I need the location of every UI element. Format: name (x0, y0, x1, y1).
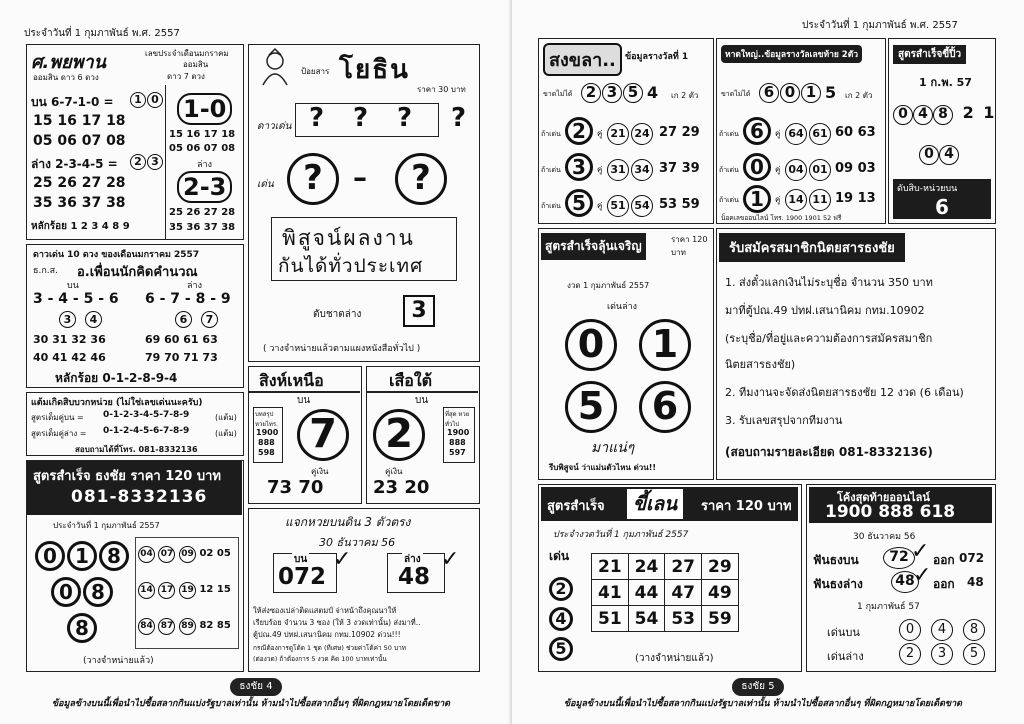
tem-kit-line2-suffix: (แต้ม) (215, 429, 237, 438)
tem-kit-box (26, 392, 244, 456)
hatyai-row-2-pair-label: คู่ (775, 165, 781, 174)
thongchai-pairs-row-1 (138, 546, 231, 563)
khilen-cell: 49 (702, 580, 739, 606)
sutr-pui-box (888, 38, 996, 224)
sutr-pui-val: 6 (935, 195, 949, 219)
jak-text-1: ให้ส่งซองเปล่าติดแสตมป์ จ่าหน้าถึงคุณนาให้ (253, 606, 397, 615)
sutr-pui-result (893, 179, 991, 219)
khilen-table (591, 553, 739, 632)
dao-den-box (26, 244, 244, 388)
khilen-cell: 21 (592, 554, 629, 580)
thongchai-pair-1-5: 05 (216, 548, 231, 559)
jak-title: แจกหวยบนดิน 3 ตัวตรง (285, 515, 411, 529)
tem-kit-title: แต้มเกิดสิบบวกหน่วย (ไม่ใช่เลขเด่นนะครับ) (31, 398, 203, 408)
hatyai-footer: น็อคเลขออนไลน์ โทร. 1900 1901 52 ฟรี (721, 214, 842, 222)
hatyai-row-2-pair-2: 01 (809, 159, 831, 181)
dao-den-circ-bon-1: 3 (59, 311, 76, 328)
lun-box (538, 228, 714, 480)
right-header-date: ประจำวันที่ 1 กุมภาพันธ์ พ.ศ. 2557 (802, 20, 958, 31)
songkhla-row-3-big: 5 (565, 189, 593, 217)
thongchai-phone: 081-8332136 (71, 487, 208, 507)
hatyai-row-3-label: ถ้าเด่น (719, 196, 739, 204)
suea-tai-side: ที่สุด หวยทั่วไป (445, 411, 470, 428)
thongchai-big-2: 1 (67, 541, 97, 571)
songkhla-digit-1: 2 (581, 83, 601, 103)
online-den-lang-1: 2 (899, 643, 921, 665)
suea-tai-side-val-2: 888 (449, 438, 466, 447)
yothin-brand-small: ป้อยสาร (301, 67, 330, 76)
dao-den-row1-right: 69 60 61 63 (145, 333, 218, 346)
yothin-mascot-icon (255, 47, 295, 87)
hatyai-extra: 5 (825, 83, 837, 102)
online-fan-lang-val: 48 (891, 571, 919, 593)
hatyai-row-3-big: 1 (743, 185, 771, 213)
thongchai-pairs-row-2 (138, 582, 231, 599)
thongchai-title: สูตรสำเร็จ ธงชัย ราคา 120 บาท (33, 469, 221, 484)
rub-line-2: 2. ทีมงานจะจัดส่งนิตยสารธงชัย 12 งวด (6 เดือน) (725, 386, 964, 399)
jak-text-3: ตู้ปณ.49 ปทฝ.เสนานิคม กทม.10902 ด่วน!!! (253, 630, 401, 639)
yothin-den: เด่น (257, 179, 274, 190)
thongchai-big-6: 8 (67, 613, 97, 643)
sutr-pui-title: สูตรสำเร็จขี้ปิ้ว (893, 45, 966, 64)
khilen-den: เด่น (549, 549, 570, 563)
right-page (512, 0, 1024, 724)
sing-nuea-side-val-1: 1900 (256, 428, 279, 437)
jak-lang-check-icon: ✓ (441, 547, 460, 572)
sutr-pui-digit-1: 0 (893, 105, 913, 125)
songkhla-row-3-pair-2: 54 (631, 195, 653, 217)
hatyai-digit-3: 1 (801, 83, 821, 103)
hatyai-row-1-label: ถ้าเด่น (719, 130, 739, 138)
table-row (592, 606, 739, 632)
rub-line-1b: มาที่ตู้ปณ.49 ปทฝ.เสนานิคม กทม.10902 (725, 304, 925, 317)
thongchai-pair-3-3: 89 (179, 618, 196, 635)
songkhla-row-1-pair-2: 24 (631, 123, 653, 145)
hatyai-row-2-rest: 09 03 (835, 161, 876, 176)
songkhla-extra: 4 (647, 83, 659, 102)
tem-kit-line1-val: 0-1-2-3-4-5-7-8-9 (103, 410, 190, 420)
dao-den-lang: ล่าง (187, 281, 202, 291)
online-ok-bon: 072 (959, 551, 985, 565)
jak-date: 30 ธันวาคม 56 (319, 536, 396, 549)
rub-title: รับสมัครสมาชิกนิตยสารธงชัย (719, 233, 905, 262)
jak-bon-val: 072 (278, 564, 327, 590)
suea-tai-bon: บน (415, 395, 429, 406)
khilen-cell: 44 (628, 580, 665, 606)
sutr-pui-digit-3: 8 (933, 105, 953, 125)
online-lang-check-icon: ✓ (913, 563, 932, 588)
yothin-qmark-4: ? (451, 103, 467, 133)
yothin-qmark-2: ? (353, 103, 369, 133)
songkhla-row-2-pair-label: คู่ (597, 165, 603, 174)
dao-den-hundreds: หลักร้อย 0-1-2-8-9-4 (55, 371, 178, 385)
yothin-brand: โยธิน (339, 55, 410, 85)
hatyai-digit-1: 6 (759, 83, 779, 103)
songkhla-row-2-rest: 37 39 (659, 161, 700, 176)
yothin-big-q-1: ? (287, 153, 339, 205)
hatyai-row-3-pair-1: 14 (785, 189, 807, 211)
yothin-qmark-3: ? (397, 103, 413, 133)
left-page-badge: ธงชัย 4 (230, 678, 282, 696)
sutr-pui-pair-2: 4 (939, 145, 959, 165)
sutr-pui-digit-2: 4 (913, 105, 933, 125)
sipaphan-big-top: 1-0 (177, 93, 232, 125)
khilen-footer: (วางจำหน่ายแล้ว) (635, 653, 714, 664)
thongchai-pairs-row-3 (138, 618, 231, 635)
sipaphan-right-row-3: 25 26 27 28 (169, 207, 236, 218)
lun-footer: รีบพิสูจน์ ว่าแม่นตัวไหน ด่วน!! (549, 463, 657, 472)
lun-date: งวด 1 กุมภาพันธ์ 2557 (567, 281, 650, 290)
songkhla-row-3-pair-label: คู่ (597, 201, 603, 210)
right-footer: ข้อมูลข้างบนนี้เพื่อนำไปซื้อสลากกินแบ่งรัฐบาลเท่านั้น ห้ามนำไปซื้อสลากอื่นๆ ที่ผิดกฎหมายโดยเด็ดขาด (564, 699, 963, 709)
suea-tai-big: 2 (373, 409, 425, 461)
jak-box (248, 508, 480, 672)
hatyai-title: หาดใหญ่..ข้อมูลรางวัลเลขท้าย 2ตัว (721, 45, 862, 63)
sing-nuea-label: คู่เงิน (311, 467, 329, 476)
online-den-bon-3: 8 (963, 619, 985, 641)
khilen-cell: 47 (665, 580, 702, 606)
yothin-box (248, 44, 480, 362)
sipaphan-bon-circ-1: 1 (130, 92, 146, 108)
dao-den-circ-bon-2: 4 (85, 311, 102, 328)
hatyai-row-2-pair-1: 04 (785, 159, 807, 181)
thongchai-box (26, 460, 244, 672)
khilen-den-1: 2 (549, 577, 573, 601)
hatyai-digit-2: 0 (780, 83, 800, 103)
online-fan-lang: ฟันธงล่าง (813, 577, 863, 591)
dao-den-row2-right: 79 70 71 73 (145, 351, 218, 364)
thongchai-date: ประจำวันที่ 1 กุมภาพันธ์ 2557 (53, 521, 160, 530)
khilen-date: ประจำงวดวันที่ 1 กุมภาพันธ์ 2557 (553, 530, 689, 540)
sipaphan-box (26, 44, 244, 240)
suea-tai-side-val-3: 597 (449, 448, 466, 457)
khilen-price: ราคา 120 บาท (701, 499, 792, 514)
tem-kit-line2-label: สูตรเด็มคู่ล่าง = (31, 429, 87, 438)
dao-den-title: ดาวเด่น 10 ดวง ของเดือนมกราคม 2557 (33, 250, 200, 260)
sipaphan-row-4: 35 36 37 38 (33, 195, 126, 211)
suea-tai-side-val-1: 1900 (447, 428, 470, 437)
rub-box (716, 228, 996, 480)
thongchai-banner (27, 461, 242, 515)
thongchai-pair-3-4: 82 (199, 620, 214, 631)
sipaphan-hundreds: หลักร้อย 1 2 3 4 8 9 (31, 221, 130, 232)
thongchai-big-1: 0 (35, 541, 65, 571)
songkhla-row-2-big: 3 (565, 153, 593, 181)
songkhla-title: สงขลา.. (543, 43, 622, 76)
sipaphan-divider (165, 85, 166, 239)
tem-kit-line2-val: 0-1-2-4-5-6-7-8-9 (103, 426, 190, 436)
thongchai-big-4: 0 (51, 577, 81, 607)
hatyai-row-2-label: ถ้าเด่น (719, 166, 739, 174)
online-fan-bon-val: 72 (883, 547, 915, 569)
sutr-pui-digit-4: 2 (962, 103, 974, 122)
yothin-dash: – (353, 161, 367, 194)
sipaphan-title: ศ.พยพาน (31, 52, 106, 73)
online-date-1: 30 ธันวาคม 56 (853, 532, 916, 542)
online-den-lang: เด่นล่าง (827, 650, 864, 663)
hatyai-row-1-pair-label: คู่ (775, 129, 781, 138)
yothin-big-q-2: ? (395, 153, 447, 205)
hatyai-box (716, 38, 886, 224)
lun-note: มาแน่ๆ (591, 440, 635, 456)
sing-nuea-big: 7 (297, 409, 349, 461)
thongchai-pair-3-5: 85 (216, 620, 231, 631)
yothin-slogan-2: กันได้ทั่วประเทศ (278, 255, 424, 277)
khilen-title: สูตรสำเร็จ (547, 499, 605, 514)
songkhla-sub: ข้อมูลรางวัลที่ 1 (625, 52, 689, 62)
online-box (806, 484, 996, 672)
sipaphan-row-2: 05 06 07 08 (33, 133, 126, 149)
suea-tai-pair: 23 20 (373, 477, 430, 498)
khilen-cell: 24 (628, 554, 665, 580)
songkhla-row-1-label: ถ้าเด่น (541, 130, 561, 138)
songkhla-row-1-big: 2 (565, 117, 593, 145)
online-title: โค้งสุดท้ายออนไลน์ (837, 491, 930, 504)
songkhla-row-2-label: ถ้าเด่น (541, 166, 561, 174)
sing-nuea-side-box (253, 407, 283, 463)
lun-title: สูตรสำเร็จลุ้นเจริญ (541, 233, 646, 260)
online-den-lang-3: 5 (963, 643, 985, 665)
khilen-cell: 59 (702, 606, 739, 632)
sipaphan-top-right2: ออมสิน (183, 60, 209, 69)
rub-line-1a: 1. ส่งตั๋วแลกเงินไม่ระบุชื่อ จำนวน 350 บาท (725, 276, 933, 289)
suea-tai-label: คู่เงิน (385, 467, 403, 476)
sipaphan-bon-label: บน 6-7-1-0 = (31, 95, 114, 109)
khilen-cell: 41 (592, 580, 629, 606)
sutr-pui-label: ดับสิบ-หน่วยบน (897, 184, 958, 194)
sipaphan-right-row-1: 15 16 17 18 (169, 129, 236, 140)
dao-den-seq-bon: 3 - 4 - 5 - 6 (33, 291, 119, 307)
online-den-bon-2: 4 (931, 619, 953, 641)
thongchai-pairs-box (135, 537, 239, 649)
suea-tai-side-box (443, 407, 475, 463)
sing-nuea-box (248, 366, 362, 504)
hatyai-row-3-pair-2: 11 (809, 189, 831, 211)
khilen-brand: ขี้เลน (627, 489, 683, 519)
sipaphan-right-row-4: 35 36 37 38 (169, 222, 236, 233)
online-ok-lang: 48 (967, 575, 984, 589)
thongchai-pair-3-1: 84 (138, 618, 155, 635)
songkhla-row-1-pair-1: 21 (607, 123, 629, 145)
thongchai-pair-2-2: 17 (158, 582, 175, 599)
thongchai-pair-2-4: 12 (199, 584, 214, 595)
online-bon-check-icon: ✓ (911, 539, 930, 564)
khilen-banner (541, 487, 798, 521)
thongchai-footer: (วางจำหน่ายแล้ว) (83, 656, 154, 666)
online-banner (809, 487, 992, 523)
thongchai-pair-2-5: 15 (216, 584, 231, 595)
thongchai-pair-2-3: 19 (179, 582, 196, 599)
khilen-cell: 29 (702, 554, 739, 580)
sipaphan-row-3: 25 26 27 28 (33, 175, 126, 191)
songkhla-digit-2: 3 (602, 83, 622, 103)
tem-kit-contact: สอบถามได้ที่โทร. 081-8332136 (75, 445, 198, 454)
thongchai-pair-2-1: 14 (138, 582, 155, 599)
khilen-cell: 51 (592, 606, 629, 632)
songkhla-row-2-pair-2: 34 (631, 159, 653, 181)
jak-bon-label: บน (294, 554, 308, 565)
yothin-price: ราคา 30 บาท (417, 85, 466, 94)
right-page-badge: ธงชัย 5 (732, 678, 784, 696)
lun-digit-1: 0 (565, 319, 617, 371)
hatyai-row-1-pair-2: 61 (809, 123, 831, 145)
thongchai-pair-1-1: 04 (138, 546, 155, 563)
lun-den-lang: เด่นล่าง (607, 302, 638, 312)
khilen-den-2: 4 (549, 607, 573, 631)
songkhla-row-3-rest: 53 59 (659, 197, 700, 212)
yothin-footer: ( วางจำหน่ายแล้วตามแผงหนังสือทั่วไป ) (263, 344, 421, 354)
sing-nuea-title: สิงห์เหนือ (259, 371, 324, 390)
sutr-pui-date: 1 ก.พ. 57 (919, 76, 972, 89)
jak-lang-box (387, 553, 445, 593)
hatyai-row-1-big: 6 (743, 117, 771, 145)
sutr-pui-pair (919, 143, 959, 165)
table-row (592, 554, 739, 580)
khilen-cell: 53 (665, 606, 702, 632)
dao-den-row1-left: 30 31 32 36 (33, 333, 106, 346)
dao-den-bon: บน (67, 281, 79, 291)
lun-digit-4: 6 (639, 381, 691, 433)
songkhla-mao: เก 2 ตัว (671, 91, 699, 100)
hatyai-row-3-rest: 19 13 (835, 191, 876, 206)
songkhla-row-1-rest: 27 29 (659, 125, 700, 140)
sipaphan-row-1: 15 16 17 18 (33, 113, 126, 129)
songkhla-row-2-pair-1: 31 (607, 159, 629, 181)
lun-digit-3: 5 (565, 381, 617, 433)
thongchai-pair-3-2: 87 (158, 618, 175, 635)
jak-lang-val: 48 (398, 564, 431, 590)
sutr-pui-pair-1: 0 (919, 145, 939, 165)
hatyai-row-3-pair-label: คู่ (775, 195, 781, 204)
tem-kit-line1-suffix: (แต้ม) (215, 413, 237, 422)
hatyai-mao: เก 2 ตัว (845, 91, 873, 100)
yothin-qmark-1: ? (309, 103, 325, 133)
online-phone: 1900 888 618 (825, 502, 956, 522)
khilen-box (538, 484, 802, 672)
suea-tai-box (366, 366, 480, 504)
sutr-pui-digits (893, 103, 994, 125)
lun-price: ราคา 120 บาท (671, 235, 708, 257)
online-ok-lang-label: ออก (933, 577, 955, 591)
sipaphan-lang-circ-2: 3 (147, 154, 163, 170)
jak-lang-label: ล่าง (404, 554, 421, 565)
online-den-bon-1: 0 (899, 619, 921, 641)
sipaphan-sub: ออมสิน ดาว 6 ดวง (33, 73, 99, 82)
yothin-slogan-box (271, 217, 457, 281)
dao-den-circ-lang-1: 6 (175, 311, 192, 328)
songkhla-khad-label: ขาดไม่ได้ (543, 90, 573, 98)
sing-nuea-side: บทสรุป หวยไทร. (255, 411, 278, 428)
online-fan-bon: ฟันธงบน (813, 553, 859, 567)
sipaphan-bon-circ-2: 0 (147, 92, 163, 108)
sipaphan-stars: ดาว 7 ดวง (167, 72, 205, 81)
sing-nuea-side-val-3: 598 (258, 448, 275, 457)
yothin-slogan-1: พิสูจน์ผลงาน (282, 226, 415, 250)
rub-line-1d: นิตยสารธงชัย) (725, 358, 796, 371)
sutr-pui-digit-5: 1 (983, 103, 995, 122)
table-row (592, 580, 739, 606)
jak-bon-box (273, 553, 337, 593)
sing-nuea-pair: 73 70 (267, 477, 324, 498)
songkhla-box (538, 38, 714, 224)
khilen-cell: 27 (665, 554, 702, 580)
thongchai-pair-1-4: 02 (199, 548, 214, 559)
sipaphan-big-bottom: 2-3 (177, 171, 232, 203)
sipaphan-lang-label: ล่าง 2-3-4-5 = (31, 157, 118, 171)
jak-text-2: เรียบร้อย จำนวน 3 ซอง (ให้ 3 งวดเท่านั้น) ส่งมาที่.. (253, 618, 421, 627)
sing-nuea-side-val-2: 888 (258, 438, 275, 447)
yothin-tub-lang: ตับชาตล่าง (313, 309, 362, 320)
suea-tai-title: เสือใต้ (389, 371, 433, 390)
dao-den-row2-left: 40 41 42 46 (33, 351, 106, 364)
thongchai-big-5: 8 (83, 577, 113, 607)
hatyai-row-1-rest: 60 63 (835, 125, 876, 140)
khilen-cell: 54 (628, 606, 665, 632)
jak-bon-check-icon: ✓ (333, 547, 352, 572)
jak-text-4: กรณีต้องการดูโต้ด 1 ชุด (ทีเศษ) ช่วยค่าโต้ค่า 50 บาท (253, 644, 407, 652)
online-ok-bon-label: ออก (933, 553, 955, 567)
online-den-lang-2: 3 (931, 643, 953, 665)
hatyai-row-1-pair-1: 64 (785, 123, 807, 145)
left-footer: ข้อมูลข้างบนนี้เพื่อนำไปซื้อสลากกินแบ่งรัฐบาลเท่านั้น ห้ามนำไปซื้อสลากอื่นๆ ที่ผิดกฎหมายโดยเด็ดขาด (52, 699, 451, 709)
hatyai-row-2-big: 0 (743, 153, 771, 181)
sipaphan-lang-small: ล่าง (197, 160, 212, 170)
sipaphan-right-row-2: 05 06 07 08 (169, 143, 236, 154)
tem-kit-line1-label: สูตรเด็มคู่บน = (31, 413, 84, 422)
thongchai-pair-1-3: 09 (179, 546, 196, 563)
sipaphan-top-right: เลขประจำเดือนมกราคม (145, 49, 229, 58)
khilen-den-3: 5 (549, 637, 573, 661)
dao-den-tag: ธ.ก.ส. (33, 266, 59, 276)
songkhla-row-3-pair-1: 51 (607, 195, 629, 217)
songkhla-digit-3: 5 (623, 83, 643, 103)
left-header-date: ประจำวันที่ 1 กุมภาพันธ์ พ.ศ. 2557 (24, 28, 180, 39)
sing-nuea-bon: บน (297, 395, 311, 406)
hatyai-khad-label: ขาดไม่ได้ (721, 90, 751, 98)
online-den-bon: เด่นบน (827, 626, 860, 639)
rub-line-1c: (ระบุชื่อ/ที่อยู่และความต้องการสมัครสมาชิก (725, 332, 933, 345)
dao-den-name: อ.เพื่อนนักคิดคำนวณ (77, 265, 198, 280)
sipaphan-lang-circ-1: 2 (130, 154, 146, 170)
online-date-2: 1 กุมภาพันธ์ 57 (857, 602, 920, 612)
thongchai-pair-1-2: 07 (158, 546, 175, 563)
songkhla-row-1-pair-label: คู่ (597, 129, 603, 138)
yothin-dao-den: ดาวเด่น (257, 121, 292, 132)
dao-den-circ-lang-2: 7 (201, 311, 218, 328)
songkhla-row-3-label: ถ้าเด่น (541, 202, 561, 210)
thongchai-big-3: 8 (99, 541, 129, 571)
yothin-tub-val: 3 (403, 295, 435, 327)
dao-den-seq-lang: 6 - 7 - 8 - 9 (145, 291, 231, 307)
rub-contact: (สอบถามรายละเอียด 081-8332136) (725, 445, 933, 459)
jak-text-5: (ต่องวด) ถ้าต้องการ 5 งวด คิด 100 บาทเท่านั้น (253, 655, 387, 663)
rub-line-3: 3. รับเลขสรุปจากทีมงาน (725, 414, 843, 427)
lun-digit-2: 1 (639, 319, 691, 371)
